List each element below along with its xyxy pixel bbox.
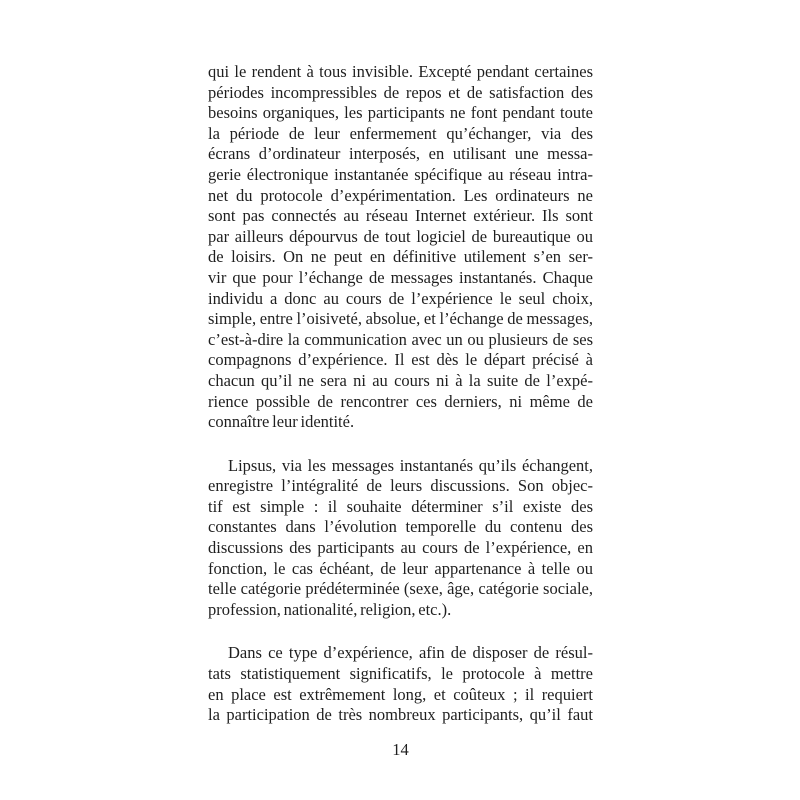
text-line: Lipsus, via les messages instantanés qu’ils échangent,: [228, 455, 593, 475]
text-line: profession, nationalité, religion, etc.).: [208, 599, 452, 619]
text-line: c’est-à-dire la communication avec un ou plusieurs de ses: [208, 329, 593, 349]
paragraph-2: [208, 456, 593, 621]
text-line: besoins organiques, les participants ne font pendant toute: [208, 103, 593, 123]
text-line: discussions des participants au cours de l’expérience, en: [208, 538, 593, 558]
text-line: la période de leur enfermement qu’échanger, via des: [208, 123, 593, 143]
text-line: par ailleurs dépourvus de tout logiciel de bureautique ou: [208, 226, 593, 246]
text-line: gerie électronique instantanée spécifique au réseau intra-: [208, 164, 593, 184]
text-line: connaître leur identité.: [208, 412, 355, 432]
text-line: rience possible de rencontrer ces derniers, ni même de: [208, 391, 593, 411]
text-line: Dans ce type d’expérience, afin de disposer de résul-: [228, 643, 593, 663]
text-line: simple, entre l’oisiveté, absolue, et l’échange de messages,: [208, 309, 593, 329]
page-number: 14: [392, 740, 409, 759]
text-line: vir que pour l’échange de messages instantanés. Chaque: [208, 267, 593, 287]
paragraph-3: [208, 643, 593, 725]
text-line: enregistre l’intégralité de leurs discussions. Son objec-: [208, 476, 593, 496]
text-line: périodes incompressibles de repos et de satisfaction des: [208, 82, 593, 102]
text-line: écrans d’ordinateur interposés, en utilisant une messa-: [208, 144, 593, 164]
text-line: de loisirs. On ne peut en définitive utilement s’en ser-: [208, 247, 593, 267]
paragraph-1: [208, 62, 593, 433]
text-line: telle catégorie prédéterminée (sexe, âge, catégorie sociale,: [208, 579, 593, 599]
text-line: sont pas connectés au réseau Internet extérieur. Ils sont: [208, 206, 593, 226]
text-line: fonction, le cas échéant, de leur appartenance à telle ou: [208, 558, 593, 578]
text-line: qui le rendent à tous invisible. Excepté pendant certaines: [208, 62, 593, 81]
text-line: tats statistiquement significatifs, le protocole à mettre: [208, 664, 593, 684]
text-line: en place est extrêmement long, et coûteux ; il requiert: [208, 684, 593, 704]
text-line: constantes dans l’évolution temporelle du contenu des: [208, 517, 593, 537]
text-line: individu a donc au cours de l’expérience le seul choix,: [208, 288, 593, 308]
text-line: la participation de très nombreux participants, qu’il faut: [208, 705, 593, 725]
text-line: net du protocole d’expérimentation. Les ordinateurs ne: [208, 185, 593, 205]
text-line: compagnons d’expérience. Il est dès le départ précisé à: [208, 350, 593, 370]
text-line: chacun qu’il ne sera ni au cours ni à la suite de l’expé-: [208, 370, 593, 390]
text-block: [208, 62, 593, 726]
text-line: tif est simple : il souhaite déterminer s’il existe des: [208, 496, 593, 516]
